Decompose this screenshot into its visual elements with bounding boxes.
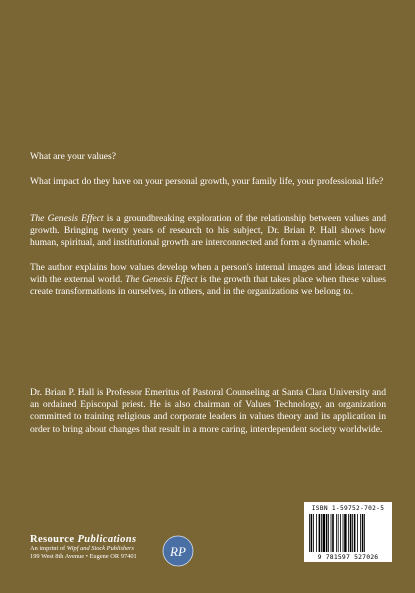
author-bio: Dr. Brian P. Hall is Professor Emeritus of Pastoral Counseling at Santa Clara University and an ordained Episcopal priest. He is also chairman of Values Technology, an organization committed to training religious and corporate leaders in values theory and its application in order to bring about changes that result in a more caring, interdependent society worldwide.	[30, 387, 386, 435]
barcode-digits: 9 781597 527026	[317, 553, 379, 561]
explanation-rest: is the growth that takes place when these values create transformations in ourselves, in others, and in the organizations we belong to.	[30, 274, 387, 298]
publisher-address: 199 West 8th Avenue • Eugene OR 97401	[30, 553, 137, 560]
isbn-barcode	[304, 502, 392, 562]
publisher-name: Resource Publications	[30, 534, 137, 545]
explanation-start: The author explains how values develop when a person's internal images and ideas interact with the external world.	[30, 262, 386, 286]
explanation-paragraph	[30, 262, 386, 299]
logo-text: RP	[170, 544, 186, 559]
description-paragraph	[30, 213, 386, 250]
publisher-imprint: An imprint of Wipf and Stock Publishers	[30, 545, 135, 552]
question-impact: What impact do they have on your personal growth, your family life, your professional life?	[30, 176, 384, 187]
barcode-bars	[309, 514, 387, 552]
book-title-inline: The Genesis Effect	[125, 274, 198, 286]
description-text: is a groundbreaking exploration of the relationship between values and growth. Bringing twenty years of research to his subject, Dr. Brian P. Hall shows how human, spiritual, and institutional growth are interconnected and form a dynamic whole.	[30, 213, 386, 249]
isbn-label: ISBN 1-59752-702-5	[311, 505, 385, 512]
publisher-block	[30, 534, 170, 561]
question-values: What are your values?	[30, 151, 117, 162]
rp-logo-icon	[162, 535, 194, 567]
book-title: The Genesis Effect	[30, 213, 104, 224]
